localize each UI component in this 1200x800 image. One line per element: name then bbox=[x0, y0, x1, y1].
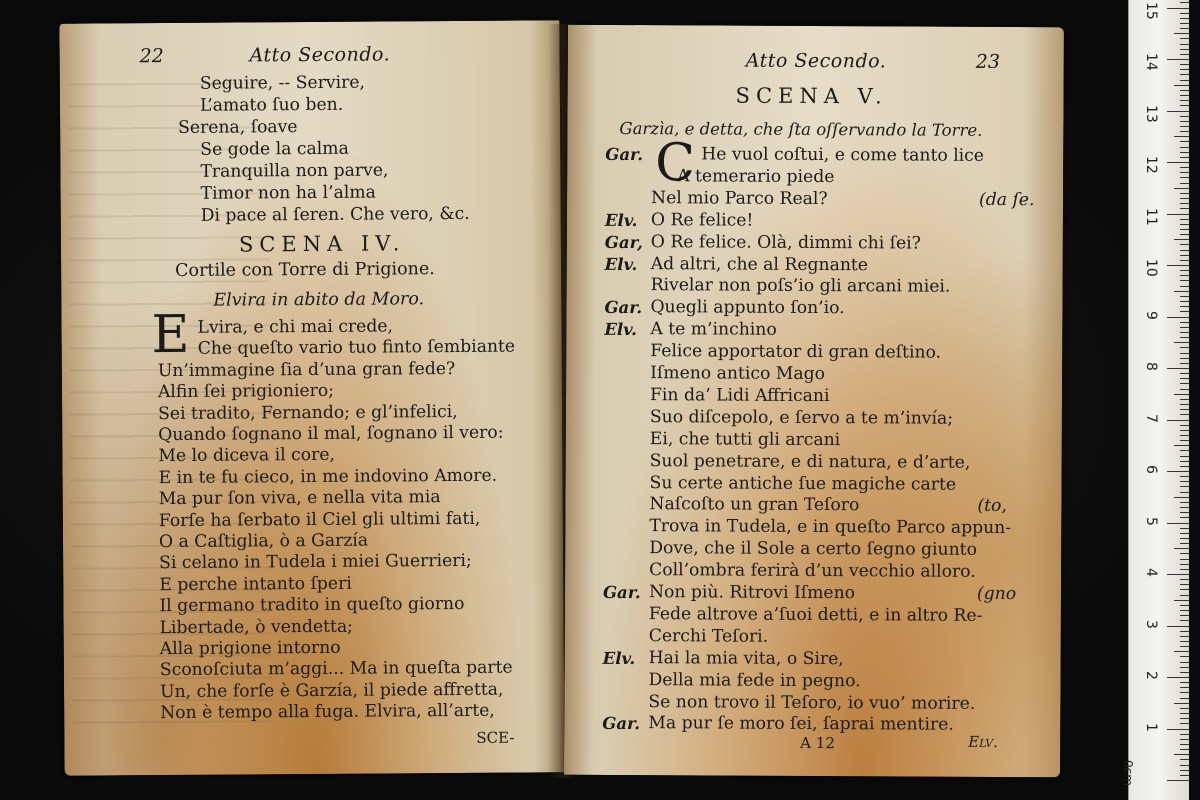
dialogue-line: Iſmeno antico Mago bbox=[650, 363, 826, 385]
ruler-tick bbox=[1180, 605, 1189, 606]
ruler-tick bbox=[1180, 656, 1189, 657]
ruler-tick bbox=[1180, 610, 1189, 611]
ruler-tick bbox=[1174, 497, 1189, 498]
dialogue-line: Fede altrove a’ſuoi detti, e in altro Re- bbox=[648, 604, 983, 626]
ruler-tick bbox=[1174, 291, 1189, 292]
ruler-tick bbox=[1174, 600, 1189, 601]
ruler-tick bbox=[1180, 662, 1189, 663]
ruler-tick bbox=[1174, 754, 1189, 755]
ruler-tick bbox=[1180, 311, 1189, 312]
speech-line: Sei tradito, Fernando; e gl’infelici, bbox=[158, 401, 458, 424]
ruler-tick bbox=[1180, 54, 1189, 55]
ruler-tick bbox=[1180, 126, 1189, 127]
running-head-right: Atto Secondo. bbox=[745, 49, 887, 73]
speech-line: Forſe ha ſerbato il Ciel gli ultimi fati, bbox=[158, 508, 481, 531]
left-page bbox=[59, 20, 564, 775]
ruler-tick bbox=[1180, 461, 1189, 462]
ruler-tick bbox=[1180, 332, 1189, 333]
dialogue-line: Naſcoſto un gran Teſoro bbox=[649, 494, 860, 516]
ruler-tick bbox=[1180, 538, 1189, 539]
stage-direction-left: Elvira in abito da Moro. bbox=[213, 289, 425, 311]
dialogue-line: O Re felice. Olà, dimmi chi ſei? bbox=[650, 231, 921, 254]
ruler-tick bbox=[1167, 317, 1189, 318]
ruler-tick bbox=[1174, 85, 1189, 86]
ruler-tick bbox=[1180, 296, 1189, 297]
ruler-number: 10 bbox=[1143, 259, 1159, 277]
dialogue-line: Trova in Tudela, e in queſto Parco appun- bbox=[649, 516, 1012, 539]
drop-cap-e: E bbox=[151, 304, 190, 366]
catchword-right: Elv. bbox=[968, 732, 998, 751]
ruler-tick bbox=[1180, 353, 1189, 354]
ruler-tick bbox=[1180, 90, 1189, 91]
ruler-tick bbox=[1180, 512, 1189, 513]
ruler-tick bbox=[1180, 383, 1189, 384]
ruler-tick bbox=[1174, 136, 1189, 137]
ruler-tick bbox=[1180, 378, 1189, 379]
ruler-tick bbox=[1180, 672, 1189, 673]
speaker-label: Elv. bbox=[604, 320, 637, 340]
ruler-tick bbox=[1180, 131, 1189, 132]
ruler-tick bbox=[1180, 363, 1189, 364]
ruler-tick bbox=[1180, 698, 1189, 699]
verse-line: Serena, ſoave bbox=[178, 117, 298, 138]
ruler-tick bbox=[1180, 208, 1189, 209]
ruler-tick bbox=[1180, 306, 1189, 307]
ruler-tick bbox=[1180, 49, 1189, 50]
dialogue-line: Quegli appunto ſon’io. bbox=[650, 297, 845, 319]
ruler-tick bbox=[1180, 44, 1189, 45]
ruler-tick bbox=[1180, 492, 1189, 493]
ruler-tick bbox=[1180, 270, 1189, 271]
signature-mark: A 12 bbox=[800, 733, 835, 753]
ruler-number: 15 bbox=[1143, 1, 1159, 20]
ruler-tick bbox=[1180, 646, 1189, 647]
ruler-number: 11 bbox=[1143, 207, 1159, 226]
ruler-tick bbox=[1167, 729, 1189, 730]
ruler-tick bbox=[1180, 116, 1189, 117]
ruler-number: 1 bbox=[1143, 722, 1159, 732]
ruler-tick bbox=[1180, 486, 1189, 487]
ruler-tick bbox=[1180, 765, 1189, 766]
dialogue-line: A temerario piede bbox=[677, 166, 835, 187]
speaker-label: Elv. bbox=[604, 254, 638, 274]
ruler-tick bbox=[1180, 141, 1189, 142]
scene-setting: Cortile con Torre di Prigione. bbox=[175, 259, 435, 281]
speech-line: Alla prigione intorno bbox=[159, 637, 341, 660]
ruler-tick bbox=[1167, 59, 1189, 60]
ruler-number: 2 bbox=[1143, 671, 1159, 680]
catchword-left: SCE- bbox=[476, 728, 515, 747]
dialogue-line: O Re felice! bbox=[650, 209, 754, 231]
ruler-tick bbox=[1180, 157, 1189, 158]
ruler-tick bbox=[1180, 739, 1189, 740]
dialogue-line: He vuol coſtui, e come tanto lice bbox=[701, 144, 985, 166]
ruler-tick bbox=[1180, 641, 1189, 642]
dialogue-line: Se non trovo il Teſoro, io vuo’ morire. bbox=[648, 691, 976, 714]
ruler-tick bbox=[1180, 147, 1189, 148]
speech-line: Quando ſognano il mal, ſognano il vero: bbox=[158, 422, 504, 446]
ruler-tick bbox=[1180, 425, 1189, 426]
speaker-label: Gar. bbox=[604, 298, 643, 318]
ruler-unit-label: 0cm bbox=[1121, 760, 1135, 786]
ruler-tick bbox=[1167, 523, 1189, 524]
ruler-tick bbox=[1180, 64, 1189, 65]
aside-note: (da ſe. bbox=[979, 189, 1035, 210]
verse-line: Tranquilla non parve, bbox=[200, 160, 389, 182]
ruler-tick bbox=[1167, 574, 1189, 575]
ruler-tick bbox=[1180, 121, 1189, 122]
ruler-number: 4 bbox=[1143, 568, 1159, 577]
ruler-tick bbox=[1180, 286, 1189, 287]
ruler-tick bbox=[1180, 275, 1189, 276]
ruler-tick bbox=[1180, 708, 1189, 709]
ruler-number: 6 bbox=[1143, 465, 1159, 474]
ruler-tick bbox=[1180, 481, 1189, 482]
ruler-tick bbox=[1174, 394, 1189, 395]
ruler-tick bbox=[1180, 2, 1189, 3]
ruler-tick bbox=[1180, 713, 1189, 714]
verse-line: Di pace al ſeren. Che vero, &c. bbox=[200, 203, 470, 226]
ruler-tick bbox=[1180, 749, 1189, 750]
ruler-tick bbox=[1180, 327, 1189, 328]
ruler-tick bbox=[1180, 244, 1189, 245]
ruler-tick bbox=[1180, 553, 1189, 554]
ruler-tick bbox=[1167, 420, 1189, 421]
ruler-tick bbox=[1180, 250, 1189, 251]
ruler-tick bbox=[1180, 224, 1189, 225]
ruler-tick bbox=[1180, 389, 1189, 390]
ruler-tick bbox=[1174, 33, 1189, 34]
ruler-tick bbox=[1180, 476, 1189, 477]
drop-cap-c: C bbox=[655, 133, 696, 194]
aside-note: (gno bbox=[976, 583, 1017, 605]
speech-line: Libertade, ò vendetta; bbox=[159, 616, 354, 638]
ruler-tick bbox=[1167, 780, 1189, 781]
scene-title-v: SCENA V. bbox=[735, 83, 888, 109]
ruler-tick bbox=[1174, 342, 1189, 343]
dialogue-line: Suol penetrare, e di natura, e d’arte, bbox=[649, 450, 971, 473]
speaker-label: Elv. bbox=[602, 648, 636, 668]
ruler-tick bbox=[1180, 718, 1189, 719]
ruler-tick bbox=[1180, 507, 1189, 508]
ruler-number: 3 bbox=[1143, 619, 1159, 629]
scene-title-iv: SCENA IV. bbox=[238, 231, 406, 257]
ruler-tick bbox=[1180, 198, 1189, 199]
speaker-label: Gar. bbox=[602, 714, 641, 734]
speech-line: Me lo diceva il core, bbox=[158, 445, 336, 467]
ruler-tick bbox=[1180, 775, 1189, 776]
speech-line: Un’immagine ſia d’una gran fede? bbox=[157, 358, 456, 381]
ruler-tick bbox=[1180, 18, 1189, 19]
speaker-label: Gar. bbox=[602, 582, 641, 603]
dialogue-line: Rivelar non poſs’io gli arcani miei. bbox=[650, 275, 951, 298]
ruler-tick bbox=[1180, 358, 1189, 359]
ruler-tick bbox=[1180, 322, 1189, 323]
ruler-tick bbox=[1167, 8, 1189, 9]
dialogue-line: Cerchi Teſori. bbox=[648, 625, 769, 647]
ruler-tick bbox=[1180, 450, 1189, 451]
ruler-tick bbox=[1167, 162, 1189, 163]
ruler-tick bbox=[1180, 502, 1189, 503]
dialogue-line: Ma pur ſe moro ſei, ſaprai mentire. bbox=[648, 713, 954, 736]
ruler-tick bbox=[1167, 677, 1189, 678]
ruler-tick bbox=[1167, 368, 1189, 369]
ruler-tick bbox=[1180, 152, 1189, 153]
ruler-tick bbox=[1180, 620, 1189, 621]
ruler-number: 8 bbox=[1143, 362, 1159, 371]
ruler-tick bbox=[1180, 744, 1189, 745]
dialogue-line: Coll’ombra ferirà d’un vecchio alloro. bbox=[649, 560, 976, 582]
dialogue-line: Ad altri, che al Regnante bbox=[650, 253, 869, 275]
verse-line: Timor non ha l’alma bbox=[200, 182, 376, 204]
ruler-tick bbox=[1180, 584, 1189, 585]
ruler-tick bbox=[1180, 172, 1189, 173]
speech-line: Il germano tradito in queſto giorno bbox=[159, 594, 465, 617]
dialogue-line: A te m’inchino bbox=[650, 319, 777, 340]
ruler-tick bbox=[1180, 723, 1189, 724]
ruler-tick bbox=[1180, 404, 1189, 405]
ruler-tick bbox=[1180, 528, 1189, 529]
dialogue-line: Hai la mia vita, o Sire, bbox=[648, 647, 844, 669]
dialogue-line: Fin da’ Lidi Affricani bbox=[649, 385, 830, 406]
right-page bbox=[564, 25, 1064, 778]
ruler-tick bbox=[1180, 183, 1189, 184]
aside-note: (to, bbox=[977, 496, 1007, 517]
ruler-number: 13 bbox=[1143, 104, 1159, 123]
ruler-tick bbox=[1180, 435, 1189, 436]
dialogue-line: Della mia fede in pegno. bbox=[648, 669, 861, 691]
ruler-tick bbox=[1180, 770, 1189, 771]
ruler-tick bbox=[1174, 548, 1189, 549]
measuring-ruler bbox=[1121, 0, 1189, 800]
speaker-label: Gar, bbox=[604, 232, 643, 252]
speech-line: Un, che forſe è Garzía, il piede affretta, bbox=[159, 679, 504, 702]
ruler-tick bbox=[1180, 193, 1189, 194]
verse-line: L’amato ſuo ben. bbox=[199, 94, 344, 116]
ruler-number: 9 bbox=[1143, 310, 1159, 320]
ruler-tick bbox=[1180, 456, 1189, 457]
dialogue-line: Dove, che il Sole a certo ſegno giunto bbox=[649, 538, 978, 561]
ruler-tick bbox=[1174, 651, 1189, 652]
ruler-tick bbox=[1180, 759, 1189, 760]
dialogue-line: Suo diſcepolo, e ſervo a te m’invía; bbox=[649, 406, 954, 429]
ruler-tick bbox=[1167, 265, 1189, 266]
ruler-tick bbox=[1180, 100, 1189, 101]
ruler-tick bbox=[1180, 13, 1189, 14]
page-number-right: 23 bbox=[975, 50, 1001, 73]
dialogue-line: Ei, che tutti gli arcani bbox=[649, 428, 841, 450]
speech-line: Non è tempo alla fuga. Elvira, all’arte, bbox=[160, 700, 495, 724]
ruler-tick bbox=[1180, 687, 1189, 688]
ruler-tick bbox=[1180, 38, 1189, 39]
ruler-tick bbox=[1180, 734, 1189, 735]
ruler-tick bbox=[1180, 559, 1189, 560]
ruler-tick bbox=[1180, 28, 1189, 29]
ruler-tick bbox=[1174, 188, 1189, 189]
ruler-tick bbox=[1180, 682, 1189, 683]
speech-line: E perche intanto ſperi bbox=[159, 573, 352, 595]
ruler-tick bbox=[1180, 80, 1189, 81]
ruler-tick bbox=[1180, 177, 1189, 178]
speaker-label: Gar. bbox=[605, 144, 644, 165]
ruler-tick bbox=[1180, 255, 1189, 256]
ruler-tick bbox=[1180, 337, 1189, 338]
ruler-tick bbox=[1180, 564, 1189, 565]
ruler-tick bbox=[1180, 69, 1189, 70]
ruler-tick bbox=[1180, 631, 1189, 632]
ruler-tick bbox=[1180, 533, 1189, 534]
ruler-tick bbox=[1167, 471, 1189, 472]
ruler-tick bbox=[1180, 260, 1189, 261]
ruler-number: 14 bbox=[1143, 53, 1159, 71]
ruler-tick bbox=[1180, 301, 1189, 302]
speech-line: O a Caſtiglia, ò a Garzía bbox=[158, 530, 369, 553]
ruler-tick bbox=[1180, 409, 1189, 410]
ruler-tick bbox=[1180, 466, 1189, 467]
ruler-tick bbox=[1180, 347, 1189, 348]
ruler-tick bbox=[1180, 589, 1189, 590]
ruler-tick bbox=[1180, 167, 1189, 168]
ruler-tick bbox=[1180, 105, 1189, 106]
ruler-tick bbox=[1174, 703, 1189, 704]
stage-direction-right: Garzìa, e detta, che ſta oſſervando la Torre. bbox=[619, 118, 983, 140]
ruler-number: 7 bbox=[1143, 413, 1159, 423]
speech-line: Ma pur ſon viva, e nella vita mia bbox=[158, 487, 441, 510]
ruler-tick bbox=[1180, 636, 1189, 637]
ruler-tick bbox=[1180, 615, 1189, 616]
ruler-tick bbox=[1180, 74, 1189, 75]
ruler-tick bbox=[1180, 440, 1189, 441]
ruler-tick bbox=[1180, 229, 1189, 230]
dialogue-line: Felice apportator di gran deſtino. bbox=[650, 341, 942, 363]
ruler-tick bbox=[1180, 280, 1189, 281]
ruler-tick bbox=[1180, 569, 1189, 570]
page-number-left: 22 bbox=[139, 45, 164, 68]
ruler-tick bbox=[1180, 692, 1189, 693]
ruler-tick bbox=[1174, 239, 1189, 240]
ruler-tick bbox=[1180, 517, 1189, 518]
ruler-tick bbox=[1180, 95, 1189, 96]
ruler-number: 5 bbox=[1143, 516, 1159, 526]
ruler-tick bbox=[1180, 23, 1189, 24]
ruler-tick bbox=[1180, 373, 1189, 374]
speech-line: Sconoſciuta m’aggi... Ma in queſta parte bbox=[159, 657, 513, 681]
dialogue-line: Su certe antiche ſue magiche carte bbox=[649, 472, 957, 495]
ruler-number: 12 bbox=[1143, 156, 1159, 174]
ruler-tick bbox=[1180, 430, 1189, 431]
ruler-tick bbox=[1174, 445, 1189, 446]
speech-line: Che queſto vario tuo finto ſembiante bbox=[197, 336, 516, 360]
ruler-tick bbox=[1180, 579, 1189, 580]
ruler-tick bbox=[1167, 111, 1189, 112]
ruler-tick bbox=[1180, 234, 1189, 235]
ruler-tick bbox=[1180, 667, 1189, 668]
speaker-label: Elv. bbox=[604, 210, 638, 230]
ruler-tick bbox=[1180, 595, 1189, 596]
verse-line: Se gode la calma bbox=[200, 138, 349, 160]
speech-line: Lvira, e chi mai crede, bbox=[197, 316, 394, 338]
ruler-tick bbox=[1180, 414, 1189, 415]
speech-line: Si celano in Tudela i miei Guerrieri; bbox=[159, 551, 472, 574]
verse-line: Seguire, -- Servire, bbox=[199, 72, 366, 94]
dialogue-line: Nel mio Parco Real? bbox=[651, 187, 828, 209]
ruler-tick bbox=[1180, 543, 1189, 544]
speech-line: Alfin ſei prigioniero; bbox=[157, 381, 335, 403]
ruler-tick bbox=[1180, 203, 1189, 204]
ruler-tick bbox=[1180, 399, 1189, 400]
ruler-tick bbox=[1180, 219, 1189, 220]
ruler-tick bbox=[1167, 214, 1189, 215]
speech-line: E in te fu cieco, in me indovino Amore. bbox=[158, 465, 498, 488]
dialogue-line: Non più. Ritrovi Iſmeno bbox=[648, 582, 856, 604]
running-head-left: Atto Secondo. bbox=[249, 43, 391, 67]
ruler-tick bbox=[1167, 626, 1189, 627]
